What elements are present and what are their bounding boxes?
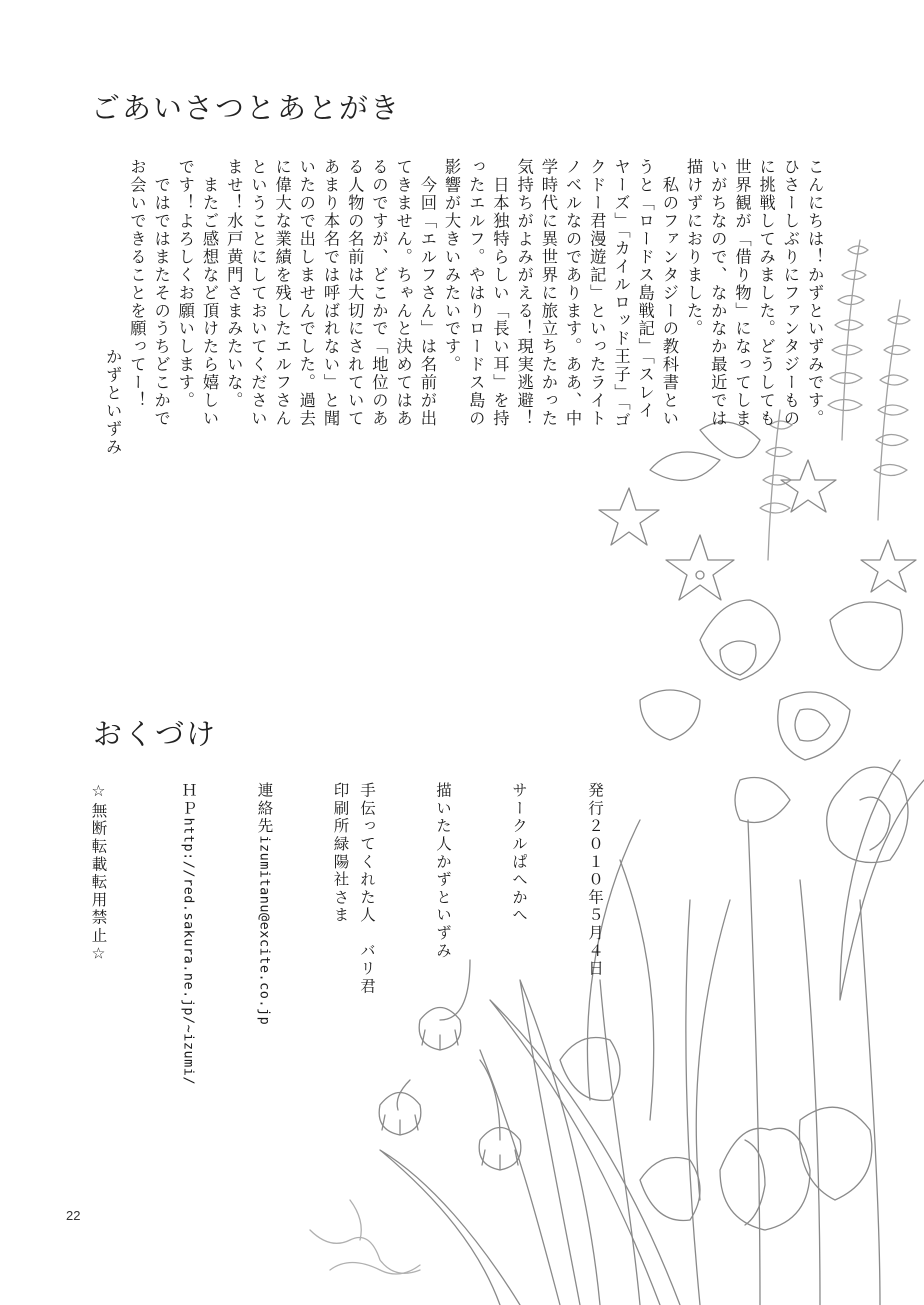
colophon-value: バリ君 <box>358 942 376 996</box>
afterword-line: ではではまたそのうちどこかで <box>151 158 171 428</box>
afterword-line: 今回「エルフさん」は名前が出 <box>417 158 437 428</box>
author-signature: かずといずみ <box>103 348 123 456</box>
afterword-line: に偉大な業績を残したエルフさん <box>272 158 292 428</box>
colophon-value: 緑陽社さま <box>331 835 350 925</box>
daffodils <box>640 600 903 823</box>
afterword-line: ませ！水戸黄門さまみたいな。 <box>224 158 244 410</box>
afterword-line: いがちなので、なかなか最近では <box>708 158 728 428</box>
afterword-line: 描けずにおりました。 <box>684 158 704 338</box>
contact-email[interactable]: izumitanu@excite.co.jp <box>256 835 273 1026</box>
afterword-line: 世界観が「借り物」になってしま <box>732 158 752 428</box>
afterword-line: に挑戦してみました。どうしても <box>756 158 776 428</box>
colophon-value: かずといずみ <box>434 853 452 961</box>
afterword-line: お会いできることを願ってー！ <box>127 158 147 410</box>
colophon-value: ２０１０年５月４日 <box>586 817 604 978</box>
heading-colophon: おくづけ <box>93 717 218 751</box>
heading-greeting: ごあいさつとあとがき <box>91 91 402 125</box>
afterword-line: る人物の名前は大切にされていて <box>345 158 365 428</box>
colophon-helper <box>354 782 381 1122</box>
afterword-text <box>100 158 826 456</box>
colophon-issue-date <box>532 782 608 1122</box>
colophon-value: ぱへかへ <box>510 853 528 925</box>
vine-sprigs <box>310 1200 420 1274</box>
colophon-printer <box>278 782 354 1122</box>
colophon-label: 発行 <box>586 782 604 818</box>
afterword-line: あまり本名では呼ばれない」と聞 <box>321 158 341 428</box>
colophon-artist <box>380 782 456 1122</box>
afterword-line: クドー君漫遊記」といったライト <box>587 158 607 428</box>
afterword-line: るのですが、どこかで「地位のあ <box>369 158 389 428</box>
afterword-line: です！よろしくお願いします。 <box>175 158 195 410</box>
page-number: 22 <box>66 1208 81 1223</box>
colophon-block <box>85 782 608 1122</box>
colophon-circle <box>456 782 532 1122</box>
afterword-line: またご感想など頂けたら嬉しい <box>200 158 220 428</box>
colophon-label: ＨＰ <box>179 782 198 818</box>
colophon-label: 描いた人 <box>434 782 452 854</box>
afterword-line: ったエルフ。やはりロードス島の <box>466 158 486 428</box>
afterword-line: うと「ロードス島戦記」「スレイ <box>635 158 655 420</box>
afterword-line: いたので出しませんでした。過去 <box>296 158 316 428</box>
afterword-line: てきません。ちゃんと決めてはあ <box>393 158 413 428</box>
colophon-homepage <box>126 782 202 1122</box>
afterword-line: ヤーズ」「カイルロッド王子」「ゴ <box>611 158 631 430</box>
afterword-line: 学時代に異世界に旅立ちたかった <box>538 158 558 428</box>
colophon-contact <box>202 782 278 1122</box>
afterword-line: こんにちは！かずといずみです。 <box>805 158 825 428</box>
colophon-label: 手伝ってくれた人 <box>358 782 376 925</box>
afterword-line: 気持ちがよみがえる！現実逃避！ <box>514 158 534 428</box>
no-reprint-notice: ☆無断転載転用禁止☆ <box>89 782 108 965</box>
afterword-line: ということにしておいてください <box>248 158 268 428</box>
colophon-label: サークル <box>510 782 528 854</box>
homepage-link[interactable]: http://red.sakura.ne.jp/~izumi/ <box>180 817 197 1086</box>
afterword-line: ノベルなのであります。ああ、中 <box>563 158 583 428</box>
afterword-line: 影響が大きいみたいです。 <box>442 158 462 374</box>
colophon-label: 連絡先 <box>255 782 274 836</box>
afterword-line: 日本独特らしい「長い耳」を持 <box>490 158 510 428</box>
afterword-line: 私のファンタジーの教科書とい <box>659 158 679 428</box>
afterword-line: ひさーしぶりにファンタジーもの <box>780 158 800 428</box>
colophon-label: 印刷所 <box>331 782 350 836</box>
